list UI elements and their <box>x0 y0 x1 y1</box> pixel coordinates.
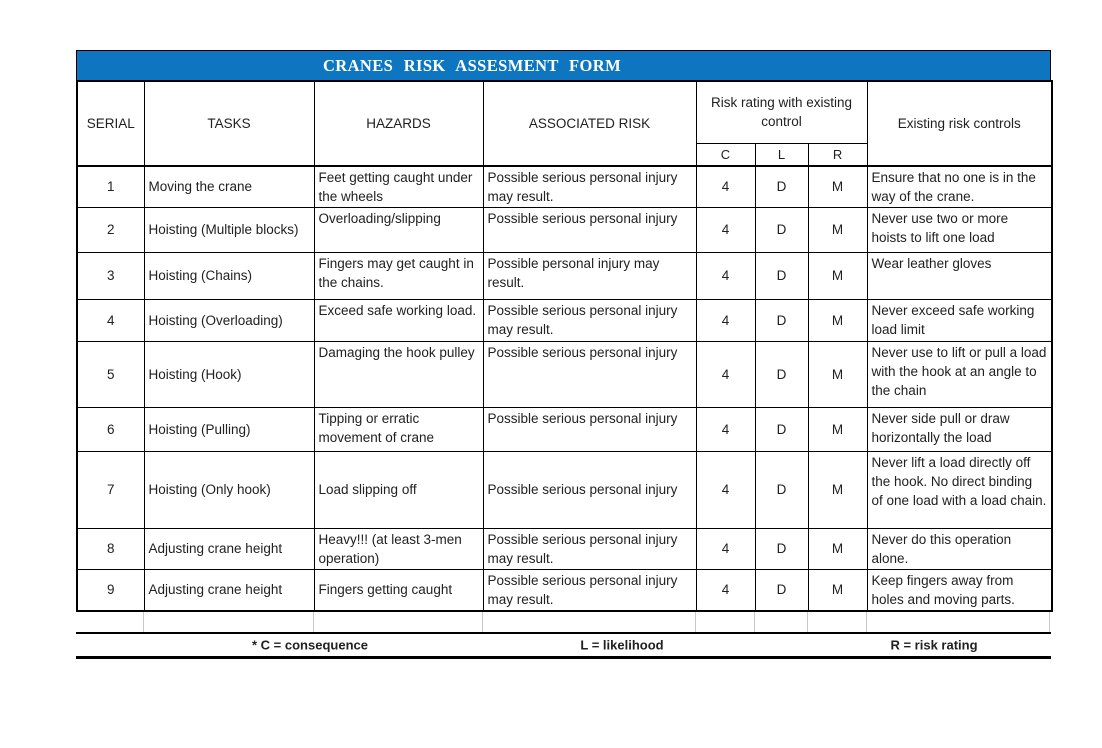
table-row <box>77 252 1052 299</box>
cell-associated-risk: Possible serious personal injury may result. <box>483 299 696 341</box>
cell-control: Never use two or more hoists to lift one load <box>867 207 1052 252</box>
table-row <box>77 407 1052 451</box>
cell-task: Hoisting (Chains) <box>144 252 314 299</box>
cell-risk-rating: M <box>808 451 867 528</box>
cell-serial: 9 <box>77 569 144 611</box>
cell-control: Keep fingers away from holes and moving parts. <box>867 569 1052 611</box>
header-existing-controls: Existing risk controls <box>867 81 1052 166</box>
cell-risk-rating: M <box>808 569 867 611</box>
cell-task: Adjusting crane height <box>144 528 314 569</box>
legend-bar <box>76 632 1051 659</box>
empty-gridline-row <box>76 612 1051 632</box>
cell-hazard: Tipping or erratic movement of crane <box>314 407 483 451</box>
legend-likelihood: L = likelihood <box>580 637 664 652</box>
cell-likelihood: D <box>755 407 808 451</box>
cell-likelihood: D <box>755 569 808 611</box>
header-consequence: C <box>696 143 755 166</box>
cell-associated-risk: Possible serious personal injury <box>483 451 696 528</box>
cell-risk-rating: M <box>808 166 867 208</box>
header-tasks: TASKS <box>144 81 314 166</box>
cell-hazard: Damaging the hook pulley <box>314 341 483 407</box>
cell-task: Hoisting (Multiple blocks) <box>144 207 314 252</box>
table-row <box>77 299 1052 341</box>
cell-consequence: 4 <box>696 299 755 341</box>
cell-hazard: Heavy!!! (at least 3-men operation) <box>314 528 483 569</box>
cell-consequence: 4 <box>696 569 755 611</box>
cell-risk-rating: M <box>808 528 867 569</box>
cell-associated-risk: Possible serious personal injury may result. <box>483 166 696 208</box>
table-row <box>77 207 1052 252</box>
cell-risk-rating: M <box>808 407 867 451</box>
cell-task: Adjusting crane height <box>144 569 314 611</box>
cell-serial: 2 <box>77 207 144 252</box>
cell-likelihood: D <box>755 451 808 528</box>
table-row <box>77 528 1052 569</box>
cell-hazard: Exceed safe working load. <box>314 299 483 341</box>
cell-task: Hoisting (Overloading) <box>144 299 314 341</box>
cell-control: Never lift a load directly off the hook. No direct binding of one load with a load chain. <box>867 451 1052 528</box>
cell-consequence: 4 <box>696 341 755 407</box>
cell-likelihood: D <box>755 252 808 299</box>
cell-associated-risk: Possible serious personal injury <box>483 407 696 451</box>
header-serial: SERIAL <box>77 81 144 166</box>
cell-task: Hoisting (Only hook) <box>144 451 314 528</box>
cell-likelihood: D <box>755 166 808 208</box>
table-row <box>77 451 1052 528</box>
cell-consequence: 4 <box>696 528 755 569</box>
cell-risk-rating: M <box>808 299 867 341</box>
cell-control: Never side pull or draw horizontally the load <box>867 407 1052 451</box>
header-hazards: HAZARDS <box>314 81 483 166</box>
cell-hazard: Feet getting caught under the wheels <box>314 166 483 208</box>
cell-consequence: 4 <box>696 166 755 208</box>
risk-assessment-form <box>76 50 1051 659</box>
cell-control: Never do this operation alone. <box>867 528 1052 569</box>
cell-serial: 1 <box>77 166 144 208</box>
cell-control: Ensure that no one is in the way of the crane. <box>867 166 1052 208</box>
risk-assessment-table <box>76 80 1053 612</box>
header-row <box>77 81 1052 143</box>
cell-serial: 7 <box>77 451 144 528</box>
cell-associated-risk: Possible serious personal injury may result. <box>483 569 696 611</box>
cell-risk-rating: M <box>808 207 867 252</box>
header-associated-risk: ASSOCIATED RISK <box>483 81 696 166</box>
cell-serial: 8 <box>77 528 144 569</box>
cell-likelihood: D <box>755 299 808 341</box>
cell-likelihood: D <box>755 341 808 407</box>
cell-serial: 4 <box>77 299 144 341</box>
cell-serial: 3 <box>77 252 144 299</box>
cell-risk-rating: M <box>808 341 867 407</box>
header-risk-rating: R <box>808 143 867 166</box>
cell-hazard: Fingers may get caught in the chains. <box>314 252 483 299</box>
cell-risk-rating: M <box>808 252 867 299</box>
cell-control: Never exceed safe working load limit <box>867 299 1052 341</box>
table-row <box>77 166 1052 208</box>
table-row <box>77 341 1052 407</box>
header-likelihood: L <box>755 143 808 166</box>
cell-associated-risk: Possible serious personal injury <box>483 341 696 407</box>
cell-task: Hoisting (Pulling) <box>144 407 314 451</box>
cell-associated-risk: Possible personal injury may result. <box>483 252 696 299</box>
cell-associated-risk: Possible serious personal injury may result. <box>483 528 696 569</box>
cell-consequence: 4 <box>696 207 755 252</box>
cell-likelihood: D <box>755 207 808 252</box>
table-row <box>77 569 1052 611</box>
cell-task: Hoisting (Hook) <box>144 341 314 407</box>
cell-control: Never use to lift or pull a load with the hook at an angle to the chain <box>867 341 1052 407</box>
header-risk-rating-group: Risk rating with existing control <box>696 81 867 143</box>
cell-consequence: 4 <box>696 252 755 299</box>
cell-consequence: 4 <box>696 407 755 451</box>
cell-task: Moving the crane <box>144 166 314 208</box>
cell-hazard: Overloading/slipping <box>314 207 483 252</box>
cell-likelihood: D <box>755 528 808 569</box>
cell-associated-risk: Possible serious personal injury <box>483 207 696 252</box>
cell-serial: 5 <box>77 341 144 407</box>
cell-consequence: 4 <box>696 451 755 528</box>
cell-hazard: Load slipping off <box>314 451 483 528</box>
cell-serial: 6 <box>77 407 144 451</box>
legend-risk-rating: R = risk rating <box>890 637 978 652</box>
legend-consequence: * C = consequence <box>252 637 368 652</box>
form-title: CRANES RISK ASSESMENT FORM <box>322 56 622 75</box>
cell-hazard: Fingers getting caught <box>314 569 483 611</box>
form-title-bar <box>76 50 1051 80</box>
cell-control: Wear leather gloves <box>867 252 1052 299</box>
